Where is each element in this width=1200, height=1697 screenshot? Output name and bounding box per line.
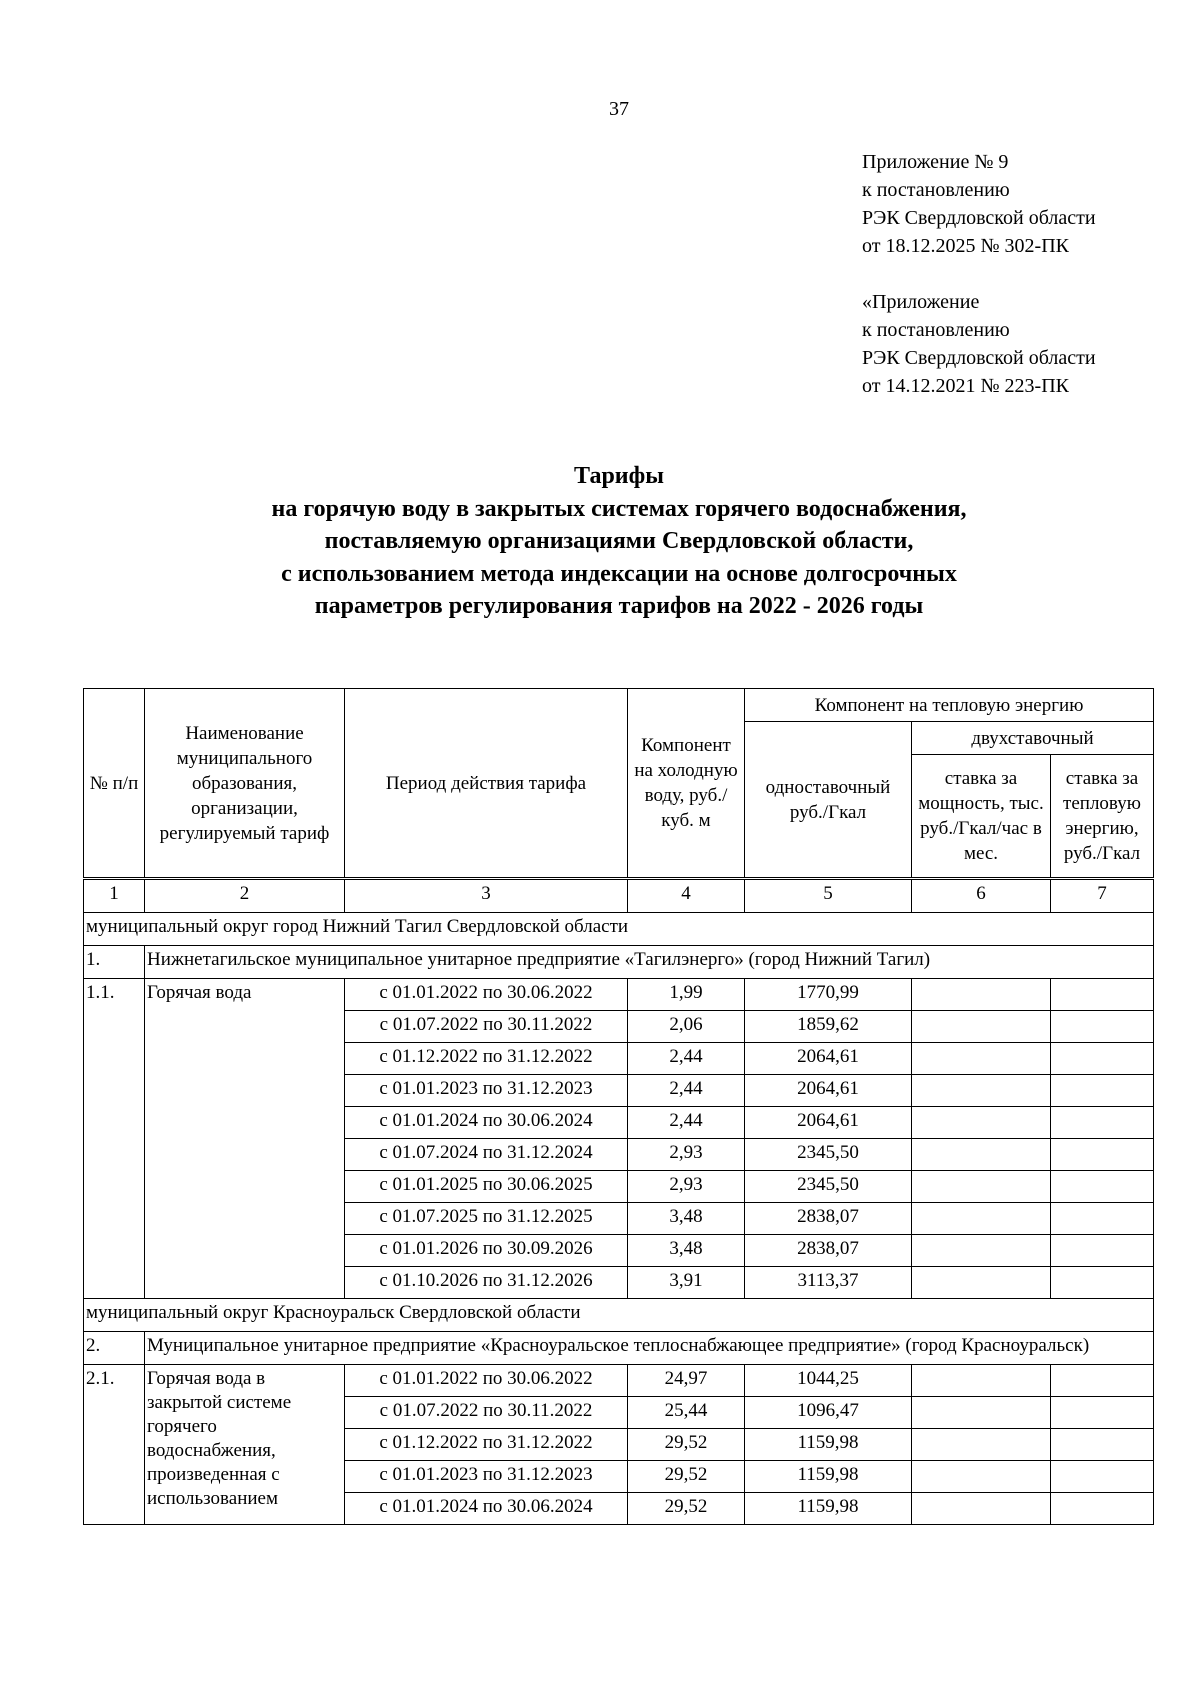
capacity-rate-value [912, 1365, 1051, 1397]
section-row [84, 913, 1154, 946]
annex-original-line: РЭК Свердловской области [862, 347, 1096, 369]
single-rate-value: 1859,62 [745, 1011, 912, 1043]
capacity-rate-value [912, 1075, 1051, 1107]
table-row [84, 979, 1154, 1011]
column-number: 6 [912, 879, 1051, 913]
tariff-period: с 01.07.2024 по 31.12.2024 [345, 1139, 628, 1171]
energy-rate-value [1051, 1429, 1154, 1461]
cold-water-value: 2,44 [628, 1075, 745, 1107]
organization-name: Нижнетагильское муниципальное унитарное предприятие «Тагилэнерго» (город Нижний Тагил) [145, 946, 1154, 979]
header-single-rate: одноставочный руб./Гкал [745, 722, 912, 879]
header-period: Период действия тарифа [345, 689, 628, 879]
energy-rate-value [1051, 1011, 1154, 1043]
cold-water-value: 1,99 [628, 979, 745, 1011]
tariff-period: с 01.12.2022 по 31.12.2022 [345, 1429, 628, 1461]
capacity-rate-value [912, 1171, 1051, 1203]
annex-current-line: к постановлению [862, 179, 1010, 201]
tariff-period: с 01.01.2022 по 30.06.2022 [345, 1365, 628, 1397]
cold-water-value: 24,97 [628, 1365, 745, 1397]
organization-row [84, 1332, 1154, 1365]
single-rate-value: 2064,61 [745, 1043, 912, 1075]
single-rate-value: 2064,61 [745, 1107, 912, 1139]
cold-water-value: 2,06 [628, 1011, 745, 1043]
annex-current-line: РЭК Свердловской области [862, 207, 1096, 229]
capacity-rate-value [912, 979, 1051, 1011]
title-line: на горячую воду в закрытых системах горячего водоснабжения, [271, 495, 967, 522]
energy-rate-value [1051, 1397, 1154, 1429]
cold-water-value: 29,52 [628, 1461, 745, 1493]
annex-original-line: «Приложение [862, 291, 980, 313]
capacity-rate-value [912, 1493, 1051, 1525]
capacity-rate-value [912, 1429, 1051, 1461]
single-rate-value: 1159,98 [745, 1461, 912, 1493]
annex-original-line: к постановлению [862, 319, 1010, 341]
single-rate-value: 2838,07 [745, 1203, 912, 1235]
title-line: Тарифы [574, 463, 664, 489]
cold-water-value: 2,93 [628, 1139, 745, 1171]
document-title [0, 460, 1200, 623]
section-title: муниципальный округ город Нижний Тагил Свердловской области [84, 913, 1154, 946]
column-number: 5 [745, 879, 912, 913]
energy-rate-value [1051, 1267, 1154, 1299]
item-name: Горячая вода [145, 979, 345, 1299]
single-rate-value: 1096,47 [745, 1397, 912, 1429]
energy-rate-value [1051, 1043, 1154, 1075]
page-number: 37 [609, 98, 629, 120]
single-rate-value: 3113,37 [745, 1267, 912, 1299]
cold-water-value: 2,93 [628, 1171, 745, 1203]
annex-original-reference [862, 288, 1096, 400]
single-rate-value: 1770,99 [745, 979, 912, 1011]
item-number: 2.1. [84, 1365, 145, 1525]
single-rate-value: 2064,61 [745, 1075, 912, 1107]
tariff-period: с 01.01.2024 по 30.06.2024 [345, 1107, 628, 1139]
organization-number: 2. [84, 1332, 145, 1365]
annex-current-reference [862, 148, 1096, 260]
title-line: с использованием метода индексации на основе долгосрочных [281, 560, 957, 587]
tariff-period: с 01.12.2022 по 31.12.2022 [345, 1043, 628, 1075]
column-number: 3 [345, 879, 628, 913]
header-name: Наименование муниципального образования, организации, регулируемый тариф [145, 689, 345, 879]
tariffs-table [83, 688, 1154, 1525]
header-cold-water: Компонент на холодную воду, руб./куб. м [628, 689, 745, 879]
section-title: муниципальный округ Красноуральск Свердловской области [84, 1299, 1154, 1332]
cold-water-value: 25,44 [628, 1397, 745, 1429]
energy-rate-value [1051, 1139, 1154, 1171]
energy-rate-value [1051, 1171, 1154, 1203]
capacity-rate-value [912, 1107, 1051, 1139]
energy-rate-value [1051, 1203, 1154, 1235]
capacity-rate-value [912, 1011, 1051, 1043]
cold-water-value: 29,52 [628, 1429, 745, 1461]
single-rate-value: 1044,25 [745, 1365, 912, 1397]
single-rate-value: 1159,98 [745, 1493, 912, 1525]
tariff-period: с 01.01.2025 по 30.06.2025 [345, 1171, 628, 1203]
table-row [84, 1365, 1154, 1397]
single-rate-value: 2345,50 [745, 1139, 912, 1171]
title-line: параметров регулирования тарифов на 2022 - 2026 годы [314, 593, 924, 620]
tariff-period: с 01.01.2023 по 31.12.2023 [345, 1075, 628, 1107]
cold-water-value: 3,48 [628, 1203, 745, 1235]
energy-rate-value [1051, 1235, 1154, 1267]
item-name: Горячая вода в закрытой системе горячего водоснабжения, произведенная с использованием [145, 1365, 345, 1525]
tariff-period: с 01.07.2022 по 30.11.2022 [345, 1011, 628, 1043]
energy-rate-value [1051, 1493, 1154, 1525]
single-rate-value: 2345,50 [745, 1171, 912, 1203]
cold-water-value: 2,44 [628, 1107, 745, 1139]
column-number: 7 [1051, 879, 1154, 913]
annex-current-line: Приложение № 9 [862, 151, 1009, 173]
annex-current-line: от 18.12.2025 № 302-ПК [862, 235, 1070, 257]
organization-name: Муниципальное унитарное предприятие «Красноуральское теплоснабжающее предприятие» (город Красноуральск) [145, 1332, 1154, 1365]
capacity-rate-value [912, 1267, 1051, 1299]
tariff-period: с 01.07.2022 по 30.11.2022 [345, 1397, 628, 1429]
energy-rate-value [1051, 979, 1154, 1011]
header-capacity-rate: ставка за мощность, тыс. руб./Гкал/час в мес. [912, 755, 1051, 879]
capacity-rate-value [912, 1461, 1051, 1493]
cold-water-value: 3,91 [628, 1267, 745, 1299]
capacity-rate-value [912, 1397, 1051, 1429]
single-rate-value: 2838,07 [745, 1235, 912, 1267]
capacity-rate-value [912, 1203, 1051, 1235]
cold-water-value: 3,48 [628, 1235, 745, 1267]
tariff-period: с 01.01.2024 по 30.06.2024 [345, 1493, 628, 1525]
tariff-period: с 01.10.2026 по 31.12.2026 [345, 1267, 628, 1299]
header-heat-energy: Компонент на тепловую энергию [745, 689, 1154, 722]
energy-rate-value [1051, 1107, 1154, 1139]
column-number: 4 [628, 879, 745, 913]
header-number: № п/п [84, 689, 145, 879]
tariff-period: с 01.01.2026 по 30.09.2026 [345, 1235, 628, 1267]
tariff-period: с 01.01.2023 по 31.12.2023 [345, 1461, 628, 1493]
tariff-period: с 01.07.2025 по 31.12.2025 [345, 1203, 628, 1235]
column-number: 1 [84, 879, 145, 913]
section-row [84, 1299, 1154, 1332]
header-energy-rate: ставка за тепловую энергию, руб./Гкал [1051, 755, 1154, 879]
annex-original-line: от 14.12.2021 № 223-ПК [862, 375, 1070, 397]
organization-row [84, 946, 1154, 979]
cold-water-value: 29,52 [628, 1493, 745, 1525]
item-number: 1.1. [84, 979, 145, 1299]
single-rate-value: 1159,98 [745, 1429, 912, 1461]
tariff-period: с 01.01.2022 по 30.06.2022 [345, 979, 628, 1011]
capacity-rate-value [912, 1043, 1051, 1075]
organization-number: 1. [84, 946, 145, 979]
column-number: 2 [145, 879, 345, 913]
capacity-rate-value [912, 1139, 1051, 1171]
header-two-rate: двухставочный [912, 722, 1154, 755]
energy-rate-value [1051, 1075, 1154, 1107]
capacity-rate-value [912, 1235, 1051, 1267]
cold-water-value: 2,44 [628, 1043, 745, 1075]
energy-rate-value [1051, 1461, 1154, 1493]
energy-rate-value [1051, 1365, 1154, 1397]
title-line: поставляемую организациями Свердловской области, [324, 528, 914, 555]
